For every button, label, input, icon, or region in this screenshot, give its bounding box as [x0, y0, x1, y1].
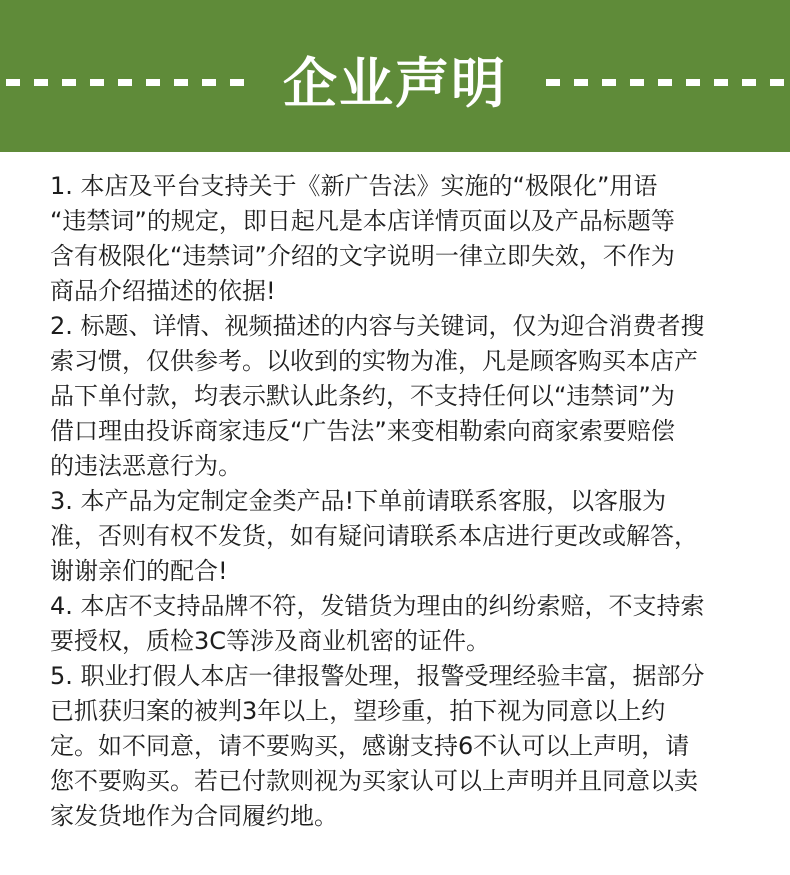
statement-line: 索习惯，仅供参考。以收到的实物为准，凡是顾客购买本店产 [50, 347, 698, 375]
statement-line: 4. 本店不支持品牌不符，发错货为理由的纠纷索赔，不支持索 [50, 592, 705, 620]
statement-line: 要授权，质检3C等涉及商业机密的证件。 [50, 627, 491, 655]
dash [658, 79, 672, 86]
statement-line: 商品介绍描述的依据! [50, 277, 276, 305]
dash [770, 79, 784, 86]
dash [546, 79, 560, 86]
statement-line: 谢谢亲们的配合! [50, 557, 228, 585]
page-title: 企业声明 [283, 52, 507, 115]
right-dash-decoration [546, 79, 784, 87]
statement-line: 5. 职业打假人本店一律报警处理，报警受理经验丰富，据部分 [50, 662, 705, 690]
statement-line: 2. 标题、详情、视频描述的内容与关键词，仅为迎合消费者搜 [50, 312, 705, 340]
statement-line: 家发货地作为合同履约地。 [50, 802, 338, 830]
dash [742, 79, 756, 86]
statement-line: 定。如不同意，请不要购买，感谢支持6不认可以上声明，请 [50, 732, 690, 760]
dash [602, 79, 616, 86]
statement-line: 借口理由投诉商家违反“广告法”来变相勒索向商家索要赔偿 [50, 417, 675, 445]
statement-line: 准，否则有权不发货，如有疑问请联系本店进行更改或解答， [50, 522, 698, 550]
statement-line: 您不要购买。若已付款则视为买家认可以上声明并且同意以卖 [50, 767, 698, 795]
dash [686, 79, 700, 86]
statement-line: 1. 本店及平台支持关于《新广告法》实施的“极限化”用语 [50, 172, 658, 200]
statement-line: 含有极限化“违禁词”介绍的文字说明一律立即失效，不作为 [50, 242, 675, 270]
statement-line: 的违法恶意行为。 [50, 452, 242, 480]
statement-line: “违禁词”的规定，即日起凡是本店详情页面以及产品标题等 [50, 207, 675, 235]
statement-line: 3. 本产品为定制定金类产品!下单前请联系客服，以客服为 [50, 487, 667, 515]
statement-line: 品下单付款，均表示默认此条约，不支持任何以“违禁词”为 [50, 382, 675, 410]
dash [574, 79, 588, 86]
dash [630, 79, 644, 86]
statement-line: 已抓获归案的被判3年以上，望珍重，拍下视为同意以上约 [50, 697, 666, 725]
header-banner [0, 0, 790, 152]
dash [714, 79, 728, 86]
